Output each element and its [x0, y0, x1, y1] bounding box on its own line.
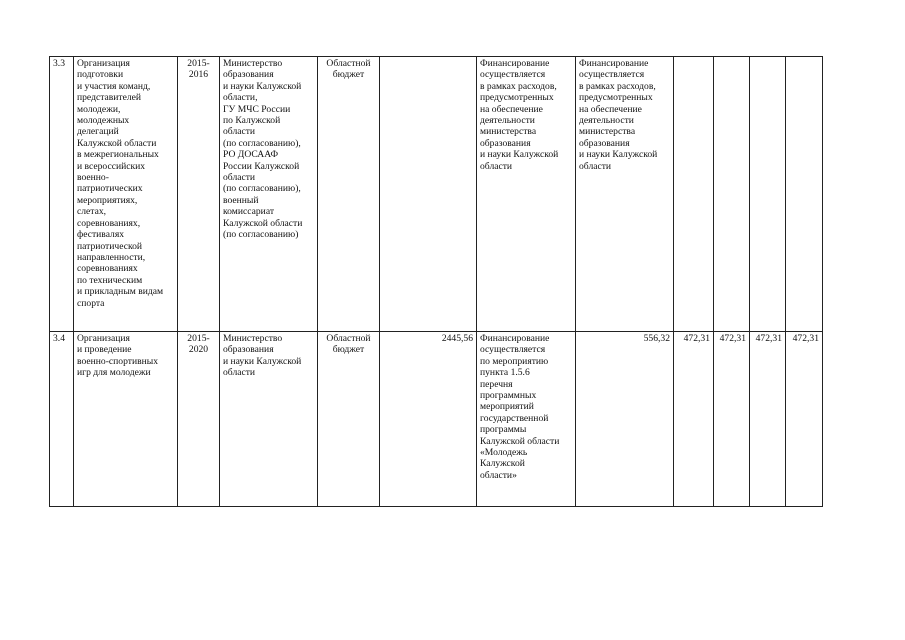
program-table [49, 56, 823, 507]
funding-source: Областной бюджет [318, 332, 380, 507]
year-value-3 [750, 57, 786, 332]
funding-source: Областной бюджет [318, 57, 380, 332]
total-amount [380, 57, 477, 332]
table-row [50, 57, 823, 332]
executor: Министерство образования и науки Калужской области, ГУ МЧС России по Калужской области (по согласованию), РО ДОСААФ России Калужской области (по согласованию), военный комиссариат Калужской области (по согласованию) [220, 57, 318, 332]
activity-name: Организация и проведение военно-спортивных игр для молодежи [74, 332, 178, 507]
year-value-4: 472,31 [786, 332, 823, 507]
executor: Министерство образования и науки Калужской области [220, 332, 318, 507]
implementation-years: 2015- 2020 [178, 332, 220, 507]
year-value-2 [714, 57, 750, 332]
funding-note-2: Финансирование осуществляется в рамках расходов, предусмотренных на обеспечение деятельности министерства образования и науки Калужской области [576, 57, 674, 332]
funding-note-1: Финансирование осуществляется по мероприятию пункта 1.5.6 перечня программных мероприятий государственной программы Калужской области «Молодежь Калужской области» [477, 332, 576, 507]
activity-name: Организация подготовки и участия команд, представителей молодежи, молодежных делегаций Калужской области в межрегиональных и всероссийских военно- патриотических мероприятиях, слетах, соревнованиях, фестивалях патриотической направленности, соревнованиях по техническим и прикладным видам спорта [74, 57, 178, 332]
table-row [50, 332, 823, 507]
year-value-1 [674, 57, 714, 332]
year-value-1: 472,31 [674, 332, 714, 507]
year-value-4 [786, 57, 823, 332]
implementation-years: 2015- 2016 [178, 57, 220, 332]
year-value-2: 472,31 [714, 332, 750, 507]
row-number: 3.4 [50, 332, 74, 507]
funding-note-2: 556,32 [576, 332, 674, 507]
total-amount: 2445,56 [380, 332, 477, 507]
year-value-3: 472,31 [750, 332, 786, 507]
row-number: 3.3 [50, 57, 74, 332]
funding-note-1: Финансирование осуществляется в рамках расходов, предусмотренных на обеспечение деятельности министерства образования и науки Калужской области [477, 57, 576, 332]
